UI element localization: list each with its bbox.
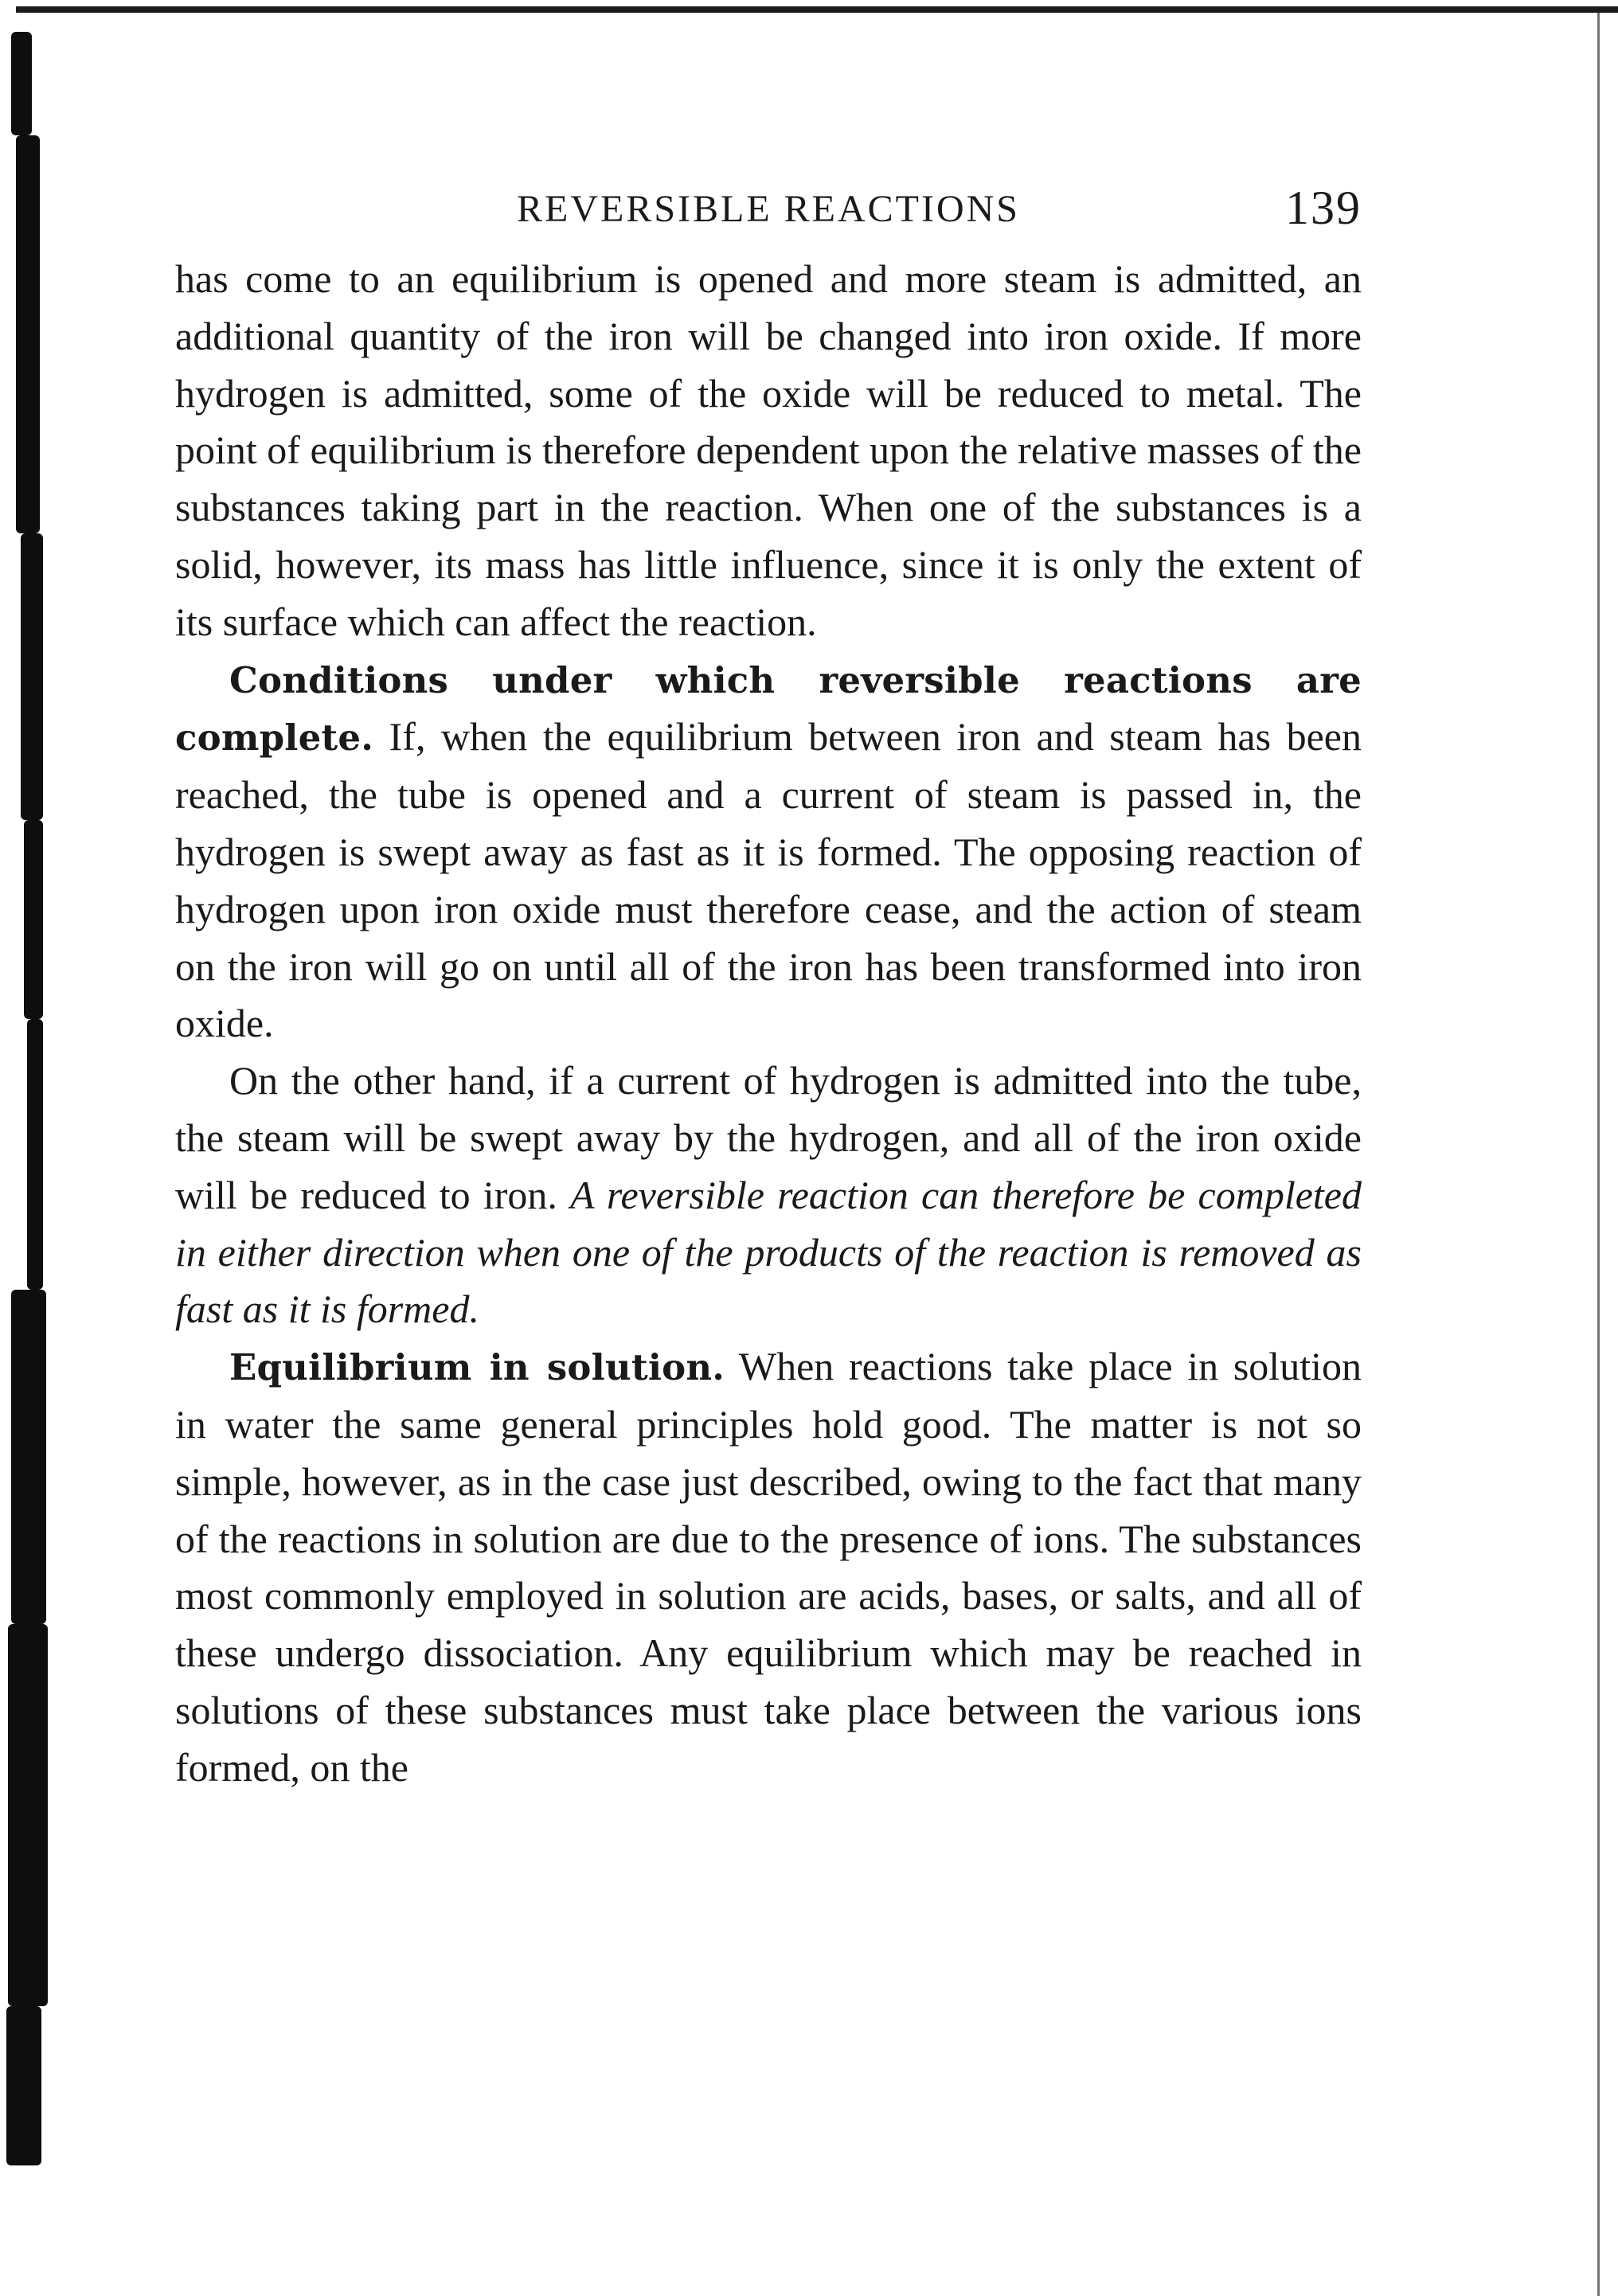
paragraph: [175, 1338, 1362, 1796]
binding-shadow: [27, 1019, 43, 1290]
binding-shadow: [11, 32, 32, 135]
binding-shadow: [24, 820, 43, 1019]
binding-shadow: [6, 2006, 41, 2165]
running-head: [175, 179, 1362, 251]
paragraph-text: If, when the equilibrium between iron and steam has been reached, the tube is opened and a current of steam is passed in, the hydrogen is swept away as fast as it is formed. The opposing reaction of hydrogen upon iron oxide must therefore cease, and the action of steam on the iron will go on until all of the iron has been transformed into iron oxide.: [175, 714, 1362, 1046]
body-text: [175, 251, 1362, 1797]
binding-shadow: [8, 1624, 48, 2006]
section-heading: Conditions under which reversible reactions are complete.: [175, 658, 1362, 759]
section-heading: Equilibrium in solution.: [229, 1346, 725, 1389]
binding-shadow: [11, 1290, 46, 1624]
paragraph: [175, 251, 1362, 651]
binding-shadow: [16, 135, 40, 533]
paragraph-text: has come to an equilibrium is opened and more steam is admitted, an additional quantity of the iron will be changed into iron oxide. If more hydrogen is admitted, some of the oxide will be reduced to metal. The point of equilibrium is therefore dependent upon the relative masses of the substances taking part in the reaction. When one of the substances is a solid, however, its mass has little influence, since it is only the extent of its surface which can affect the reaction.: [175, 256, 1362, 644]
paragraph-text: When reactions take place in solution in water the same general principles hold good. The matter is not so simple, however, as in the case just described, owing to the fact that many of the reactions in solution are due to the presence of ions. The substances most commonly employed in solution are acids, bases, or salts, and all of these undergo dissociation. Any equilibrium which may be reached in solutions of these substances must take place between the various ions formed, on the: [175, 1344, 1362, 1790]
paragraph: [175, 651, 1362, 1053]
scan-top-rule: [16, 6, 1618, 13]
paragraph: [175, 1052, 1362, 1338]
paragraph-text: On the other hand, if a current of hydrogen is admitted into the tube, the steam will be swept away by the hydrogen, and all of the iron oxide will be reduced to iron.: [175, 1058, 1362, 1217]
book-page: [175, 179, 1362, 1797]
scan-right-rule: [1597, 13, 1600, 2296]
emphasized-text: A reversible reaction can therefore be completed in either direction when one of the products of the reaction is removed as fast as it is formed.: [175, 1172, 1362, 1332]
running-title: REVERSIBLE REACTIONS: [516, 188, 1020, 230]
page-number: 139: [1285, 182, 1362, 234]
binding-shadow: [21, 533, 43, 820]
